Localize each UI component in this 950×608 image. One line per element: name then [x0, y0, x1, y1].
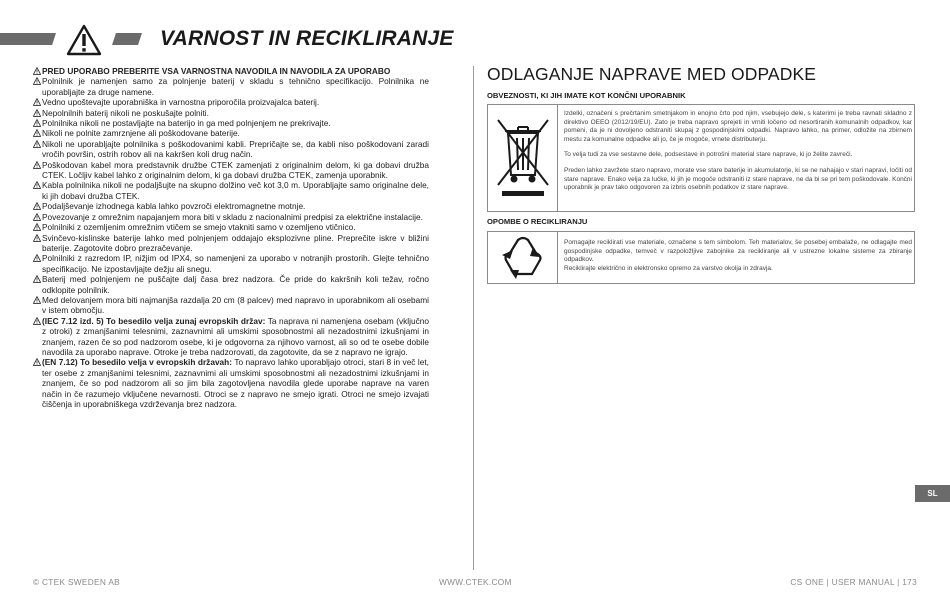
- obligations-paragraph: To velja tudi za vse sestavne dele, podsestave in potrošni material stare naprave, ki jo želite zavreči.: [564, 151, 853, 159]
- safety-item: [33, 274, 429, 295]
- warning-small-icon: [33, 202, 41, 210]
- safety-item-text: Polnilnik je namenjen samo za polnjenje baterij v skladu s tehnično specifikacijo. Polnilnika ne uporabljajte za druge namene.: [42, 76, 429, 97]
- safety-item-text: Baterij med polnjenjem ne puščajte dalj časa brez nadzora. Če pride do kakršnih koli težav, ročno odklopite polnilnik.: [42, 274, 429, 295]
- footer-website: WWW.CTEK.COM: [439, 577, 512, 587]
- safety-item-text: Polnilniki z ozemljenim omrežnim vtičem se smejo vtakniti samo v ozemljeno vtičnico.: [42, 222, 356, 233]
- safety-item: [33, 316, 429, 358]
- footer-copyright: © CTEK SWEDEN AB: [33, 577, 120, 587]
- safety-item-text: Med delovanjem mora biti najmanjša razdalja 20 cm (8 palcev) med napravo in uporabnikom ali osebami v istem območju.: [42, 294, 429, 316]
- safety-item-bold: (EN 7.12) To besedilo velja v evropskih državah:: [42, 357, 233, 368]
- safety-item-text: Povezovanje z omrežnim napajanjem mora biti v skladu z nacionalnimi predpisi za električne instalacije.: [42, 211, 423, 222]
- warning-small-icon: [33, 223, 41, 231]
- safety-item: [33, 118, 429, 128]
- recycling-arrows-icon: [488, 232, 558, 283]
- recycling-box: [487, 231, 915, 284]
- safety-item: [33, 295, 429, 316]
- warning-small-icon: [33, 98, 41, 106]
- safety-item-text: Nikoli ne polnite zamrznjene ali poškodovane baterije.: [42, 128, 240, 139]
- safety-item: [33, 76, 429, 97]
- page-title: VARNOST IN RECIKLIRANJE: [160, 27, 454, 50]
- safety-item-text: Ta naprava ni namenjena osebam (vključno z otroki) z zmanjšanimi telesnimi, zaznavnimi ali umskimi sposobnostmi ali nezadostnimi izkušnjami in znanjem, razen če so pod nadzorom osebe, ki je odgovorna za njihovo varnost, ali so od te osebe dobile navodila za uporabo naprave. Otroke je treba nadzorovati, da zagotovite, da se z napravo ne igrajo.: [42, 315, 429, 357]
- crossed-out-wheelie-bin-icon: [488, 105, 558, 211]
- safety-item: [33, 139, 429, 160]
- obligations-box: [487, 104, 915, 212]
- warning-small-icon: [33, 67, 41, 75]
- safety-item-text: Poškodovan kabel mora predstavnik družbe CTEK zamenjati z originalnim delom, ki ga dobavi družba CTEK. Ločljiv kabel lahko z originalnim delom, ki ga dobavi družba CTEK, zamenja uporabnik.: [42, 159, 429, 181]
- safety-item-bold: PRED UPORABO PREBERITE VSA VARNOSTNA NAVODILA IN NAVODILA ZA UPORABO: [42, 66, 391, 76]
- safety-item: [33, 66, 429, 76]
- recycling-text: [564, 239, 912, 273]
- warning-small-icon: [33, 119, 41, 127]
- safety-item-text: Podaljševanje izhodnega kabla lahko povzroči elektromagnetne motnje.: [42, 201, 306, 212]
- warning-small-icon: [33, 181, 41, 189]
- obligations-paragraph: Izdelki, označeni s prečrtanim smetnjakom in enojno črto pod njim, vsebujejo dele, s katerimi je treba ravnati skladno z direktivo OEEO (2012/19/EU). Zato je treba napravo sprejeti in vrniti ločeno od nesortiranih komunalnih odpadkov, kar pomeni, da je ni dovoljeno odstraniti skupaj z gospodinjskimi odpadki. Napravo lahko, na primer, odložite na zbirnem mestu za komunalne odpadke ali jo, če je mogoče, vrnete distributerju.: [564, 110, 912, 143]
- warning-small-icon: [33, 296, 41, 304]
- recycling-heading: OPOMBE O RECIKLIRANJU: [487, 217, 588, 226]
- header-stripe-right: [112, 33, 142, 45]
- safety-item-bold: (IEC 7.12 izd. 5) To besedilo velja zunaj evropskih držav:: [42, 315, 266, 326]
- safety-item: [33, 97, 429, 107]
- safety-item-text: Nikoli ne uporabljajte polnilnika s poškodovanimi kabli. Prepričajte se, da kabli niso poškodovani zaradi vročih površin, ostrih robov ali na kakršen koli drug način.: [42, 138, 429, 160]
- safety-item: [33, 160, 429, 181]
- safety-item-text: Svinčevo-kislinske baterije lahko med polnjenjem oddajajo eksplozivne pline. Preprečite iskre v bližini baterije. Zagotovite dobro prezračevanje.: [42, 232, 429, 253]
- safety-item: [33, 222, 429, 232]
- recycling-line: Reciklirajte električno in elektronsko opremo za varstvo okolja in zdravja.: [564, 264, 773, 272]
- warning-small-icon: [33, 129, 41, 137]
- safety-item-text: Polnilniki z razredom IP, nižjim od IPX4, so namenjeni za uporabo v notranjih prostorih. Glejte tehnično specifikacijo. Ne izpostavljajte dežju ali snegu.: [42, 253, 429, 274]
- disposal-title: ODLAGANJE NAPRAVE MED ODPADKE: [487, 64, 816, 84]
- recycling-line: Pomagajte reciklirati vse materiale, označene s tem simbolom. Teh materialov, še posebej embalaže, ne odlagajte med gospodinjske odpadke, temveč v razpoložljive zabojnike za recikliranje ali v ustrezne lokalne sisteme za zbiranje odpadkov.: [564, 239, 912, 264]
- warning-small-icon: [33, 77, 41, 85]
- warning-small-icon: [33, 254, 41, 262]
- warning-small-icon: [33, 140, 41, 148]
- safety-item: [33, 212, 429, 222]
- safety-item: [33, 128, 429, 138]
- safety-item: [33, 108, 429, 118]
- warning-triangle-icon: [66, 24, 102, 56]
- safety-item: [33, 201, 429, 211]
- warning-small-icon: [33, 161, 41, 169]
- safety-item-text: Kabla polnilnika nikoli ne podaljšujte na skupno dolžino več kot 3,0 m. Uporabljajte samo originalne dele, ki jih dobavi družba CTEK.: [42, 180, 429, 201]
- column-divider: [473, 66, 474, 570]
- safety-item-text: Nepolnilnih baterij nikoli ne poskušajte polniti.: [42, 107, 209, 118]
- footer-manual-page: CS ONE | USER MANUAL | 173: [790, 577, 917, 587]
- safety-instructions-list: [33, 66, 429, 409]
- safety-item: [33, 180, 429, 201]
- safety-item: [33, 357, 429, 409]
- safety-item: [33, 233, 429, 254]
- warning-small-icon: [33, 275, 41, 283]
- warning-small-icon: [33, 317, 41, 325]
- warning-small-icon: [33, 358, 41, 366]
- safety-item-text: Vedno upoštevajte uporabniška in varnostna priporočila proizvajalca baterij.: [42, 97, 320, 108]
- warning-small-icon: [33, 213, 41, 221]
- warning-small-icon: [33, 109, 41, 117]
- warning-small-icon: [33, 234, 41, 242]
- obligations-paragraph: Preden lahko zavržete staro napravo, morate vse stare baterije in akumulatorje, ki se ne nahajajo v stari napravi, ločiti od stare naprave. Enako velja za lučke, ki jih je mogoče odstraniti iz stare naprave, ne da bi se pri tem poškodovale. Končni uporabnik je prav tako odgovoren za izbris osebnih podatkov iz stare naprave.: [564, 166, 912, 192]
- obligations-heading: OBVEZNOSTI, KI JIH IMATE KOT KONČNI UPORABNIK: [487, 91, 686, 100]
- safety-item-text: Polnilnika nikoli ne postavljajte na baterijo in ga med polnjenjem ne prekrivajte.: [42, 118, 331, 129]
- header-stripe-left: [0, 33, 56, 45]
- language-tab: SL: [915, 485, 950, 502]
- safety-item-text: To napravo lahko uporabljajo otroci, stari 8 in več let, ter osebe z zmanjšanimi telesnimi, zaznavnimi ali umskimi sposobnostmi ali nezadostnimi izkušnjami in znanjem, če so pod nadzorom ali so jim bila zagotovljena navodila glede uporabe naprave na varen način in če razumejo vključene nevarnosti. Otroci se z napravo ne smejo igrati. Otroci ne smejo izvajati čiščenja in uporabniškega vzdrževanja brez nadzora.: [42, 357, 429, 409]
- obligations-text: [564, 110, 912, 200]
- safety-item: [33, 253, 429, 274]
